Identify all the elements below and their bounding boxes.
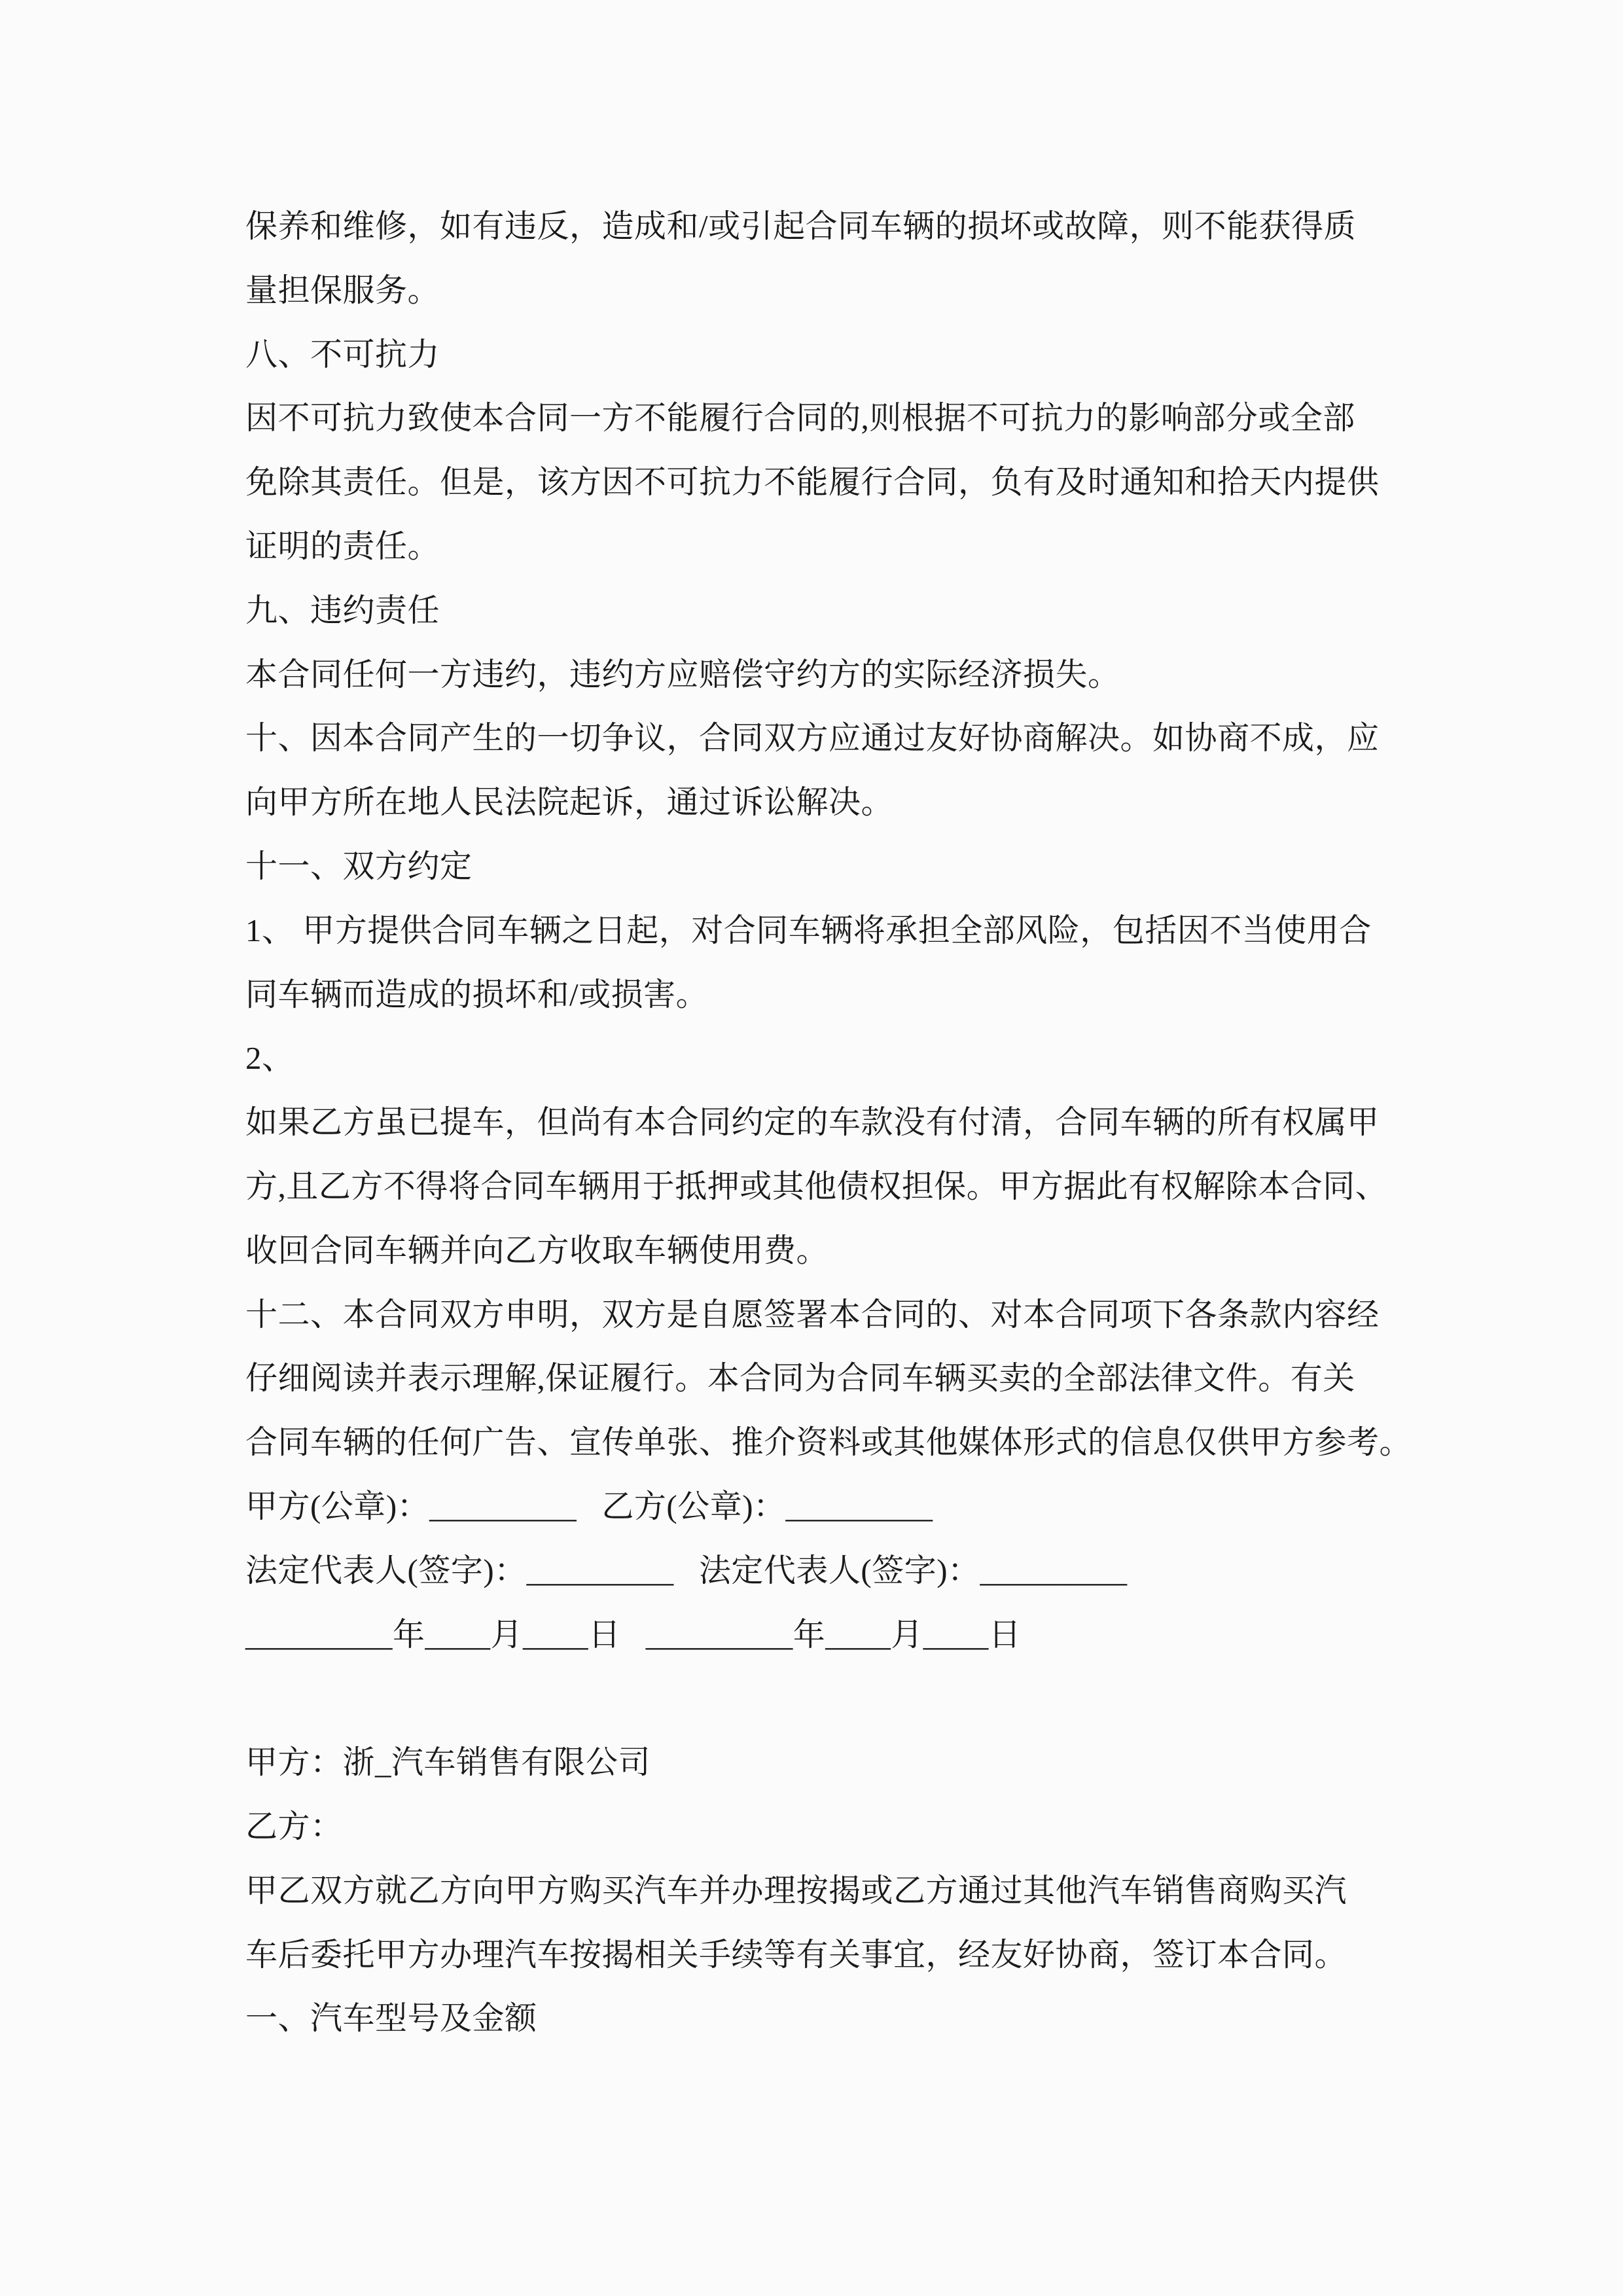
clause-breach-liability-line: 本合同任何一方违约，违约方应赔偿守约方的实际经济损失。 — [245, 656, 1120, 692]
clause-item-2-line: 如果乙方虽已提车，但尚有本合同约定的车款没有付清，合同车辆的所有权属甲 — [245, 1104, 1380, 1141]
signature-date-line: _________年____月____日 _________年____月____日 — [245, 1616, 1022, 1653]
party-b-line: 乙方： — [245, 1808, 343, 1844]
section-heading-force-majeure: 八、不可抗力 — [245, 336, 440, 372]
section-heading-breach-liability: 九、违约责任 — [245, 592, 440, 628]
clause-warranty-text-line: 保养和维修，如有违反，造成和/或引起合同车辆的损坏或故障，则不能获得质 — [245, 208, 1357, 244]
contract-text-block — [245, 194, 1412, 2051]
clause-dispute-resolution-line: 十、因本合同产生的一切争议，合同双方应通过友好协商解决。如协商不成，应 — [245, 720, 1380, 757]
clause-item-2-line-cont: 方,且乙方不得将合同车辆用于抵押或其他债权担保。甲方据此有权解除本合同、 — [245, 1168, 1388, 1204]
clause-item-2-label: 2、 — [245, 1040, 294, 1077]
signature-seal-line: 甲方(公章)：_________ 乙方(公章)：_________ — [245, 1488, 933, 1524]
preamble-line: 甲乙双方就乙方向甲方购买汽车并办理按揭或乙方通过其他汽车销售商购买汽 — [245, 1872, 1347, 1909]
clause-item-1-line: 1、 甲方提供合同车辆之日起，对合同车辆将承担全部风险，包括因不当使用合 — [245, 912, 1372, 948]
clause-item-2-line-end: 收回合同车辆并向乙方收取车辆使用费。 — [245, 1232, 829, 1268]
preamble-line-cont: 车后委托甲方办理汽车按揭相关手续等有关事宜，经友好协商，签订本合同。 — [245, 1936, 1347, 1973]
clause-declaration-line-end: 合同车辆的任何广告、宣传单张、推介资料或其他媒体形式的信息仅供甲方参考。 — [245, 1424, 1412, 1461]
clause-declaration-line-cont: 仔细阅读并表示理解,保证履行。本合同为合同车辆买卖的全部法律文件。有关 — [245, 1360, 1355, 1397]
clause-dispute-resolution-line-cont: 向甲方所在地人民法院起诉，通过诉讼解决。 — [245, 784, 894, 821]
party-a-line: 甲方：浙_汽车销售有限公司 — [245, 1744, 651, 1781]
clause-force-majeure-line-end: 证明的责任。 — [245, 528, 440, 564]
section-heading-vehicle-model-amount: 一、汽车型号及金额 — [245, 2000, 537, 2037]
clause-item-1-line-cont: 同车辆而造成的损坏和/或损害。 — [245, 976, 709, 1013]
signature-representative-line: 法定代表人(签字)：_________ 法定代表人(签字)：_________ — [245, 1552, 1128, 1588]
clause-force-majeure-line-cont: 免除其责任。但是，该方因不可抗力不能履行合同，负有及时通知和拾天内提供 — [245, 464, 1380, 501]
clause-warranty-text-line-cont: 量担保服务。 — [245, 272, 440, 308]
section-heading-mutual-agreement: 十一、双方约定 — [245, 848, 473, 884]
clause-declaration-line: 十二、本合同双方申明，双方是自愿签署本合同的、对本合同项下各条款内容经 — [245, 1296, 1380, 1333]
blank-line — [245, 1666, 1397, 1731]
clause-force-majeure-line: 因不可抗力致使本合同一方不能履行合同的,则根据不可抗力的影响部分或全部 — [245, 400, 1355, 437]
